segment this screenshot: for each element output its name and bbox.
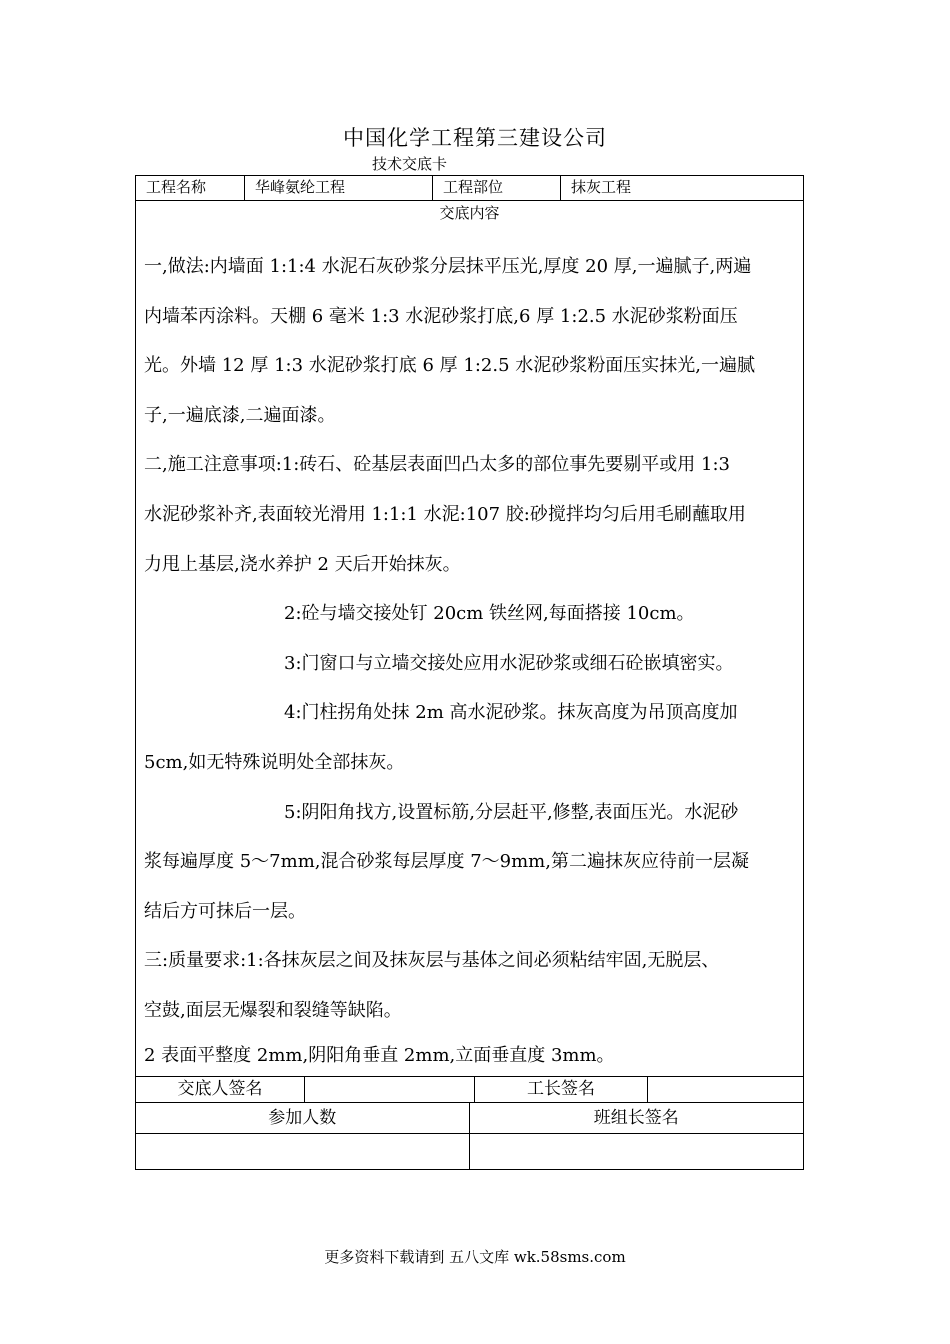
line: 二,施工注意事项:1:砖石、砼基层表面凹凸太多的部位事先要剔平或用 1:3: [144, 454, 730, 476]
team-leader-label: 班组长签名: [593, 1107, 679, 1128]
paragraph-note-2: 2:砼与墙交接处钉 20cm 铁丝网,每面搭接 10cm。: [284, 603, 695, 625]
disclosure-card: [135, 175, 804, 1170]
participants-label: 参加人数: [136, 1103, 470, 1133]
line: 力甩上基层,浇水养护 2 天后开始抹灰。: [144, 553, 461, 575]
paragraph-notes: [144, 440, 803, 589]
presenter-signature-field[interactable]: [305, 1077, 475, 1102]
line: 5cm,如无特殊说明处全部抹灰。: [144, 751, 405, 773]
line: 内墙苯丙涂料。天棚 6 毫米 1:3 水泥砂浆打底,6 厚 1:2.5 水泥砂浆粉面压: [144, 305, 738, 327]
line: 5:阴阳角找方,设置标筋,分层赶平,修整,表面压光。水泥砂: [284, 801, 739, 823]
line: 结后方可抹后一层。: [144, 900, 306, 922]
company-title: 中国化学工程第三建设公司: [343, 126, 607, 150]
footer-text: 更多资料下载请到 五八文库 wk.58sms.com: [324, 1248, 626, 1266]
foreman-signature-label: 工长签名: [475, 1077, 648, 1102]
paragraph-note-3: 3:门窗口与立墙交接处应用水泥砂浆或细石砼嵌填密实。: [284, 652, 734, 674]
paragraph-note-5: [144, 788, 803, 937]
content-body: [136, 227, 803, 1076]
paragraph-note-4: [144, 688, 803, 787]
line: 光。外墙 12 厚 1:3 水泥砂浆打底 6 厚 1:2.5 水泥砂浆粉面压实抹光,一遍腻: [144, 355, 755, 377]
line: 水泥砂浆补齐,表面较光滑用 1:1:1 水泥:107 胶:砂搅拌均匀后用毛刷蘸取用: [144, 503, 746, 525]
project-name-value: 华峰氨纶工程: [245, 176, 433, 200]
participants-entry-row: [136, 1133, 803, 1169]
signature-row: [136, 1076, 803, 1102]
presenter-signature-label: 交底人签名: [136, 1077, 305, 1102]
line: 空鼓,面层无爆裂和裂缝等缺陷。: [144, 999, 402, 1021]
card-subtitle: 技术交底卡: [372, 155, 448, 173]
paragraph-quality: [144, 936, 803, 1035]
section-value: 抹灰工程: [571, 178, 632, 196]
line: 一,做法:内墙面 1:1:4 水泥石灰砂浆分层抹平压光,厚度 20 厚,一遍腻子,两遍: [144, 256, 752, 277]
section-label: 工程部位: [433, 176, 561, 200]
line: 浆每遍厚度 5～7mm,混合砂浆每层厚度 7～9mm,第二遍抹灰应待前一层凝: [144, 851, 749, 873]
project-name-label: 工程名称: [136, 176, 245, 200]
paragraph-method: [144, 242, 803, 440]
foreman-signature-field[interactable]: [648, 1077, 803, 1102]
content-heading: 交底内容: [439, 204, 500, 222]
line: 三:质量要求:1:各抹灰层之间及抹灰层与基体之间必须粘结牢固,无脱层、: [144, 950, 720, 972]
info-row: [136, 176, 803, 201]
participants-header-row: [136, 1102, 803, 1133]
line: 4:门柱拐角处抹 2m 高水泥砂浆。抹灰高度为吊顶高度加: [284, 702, 738, 724]
line: 子,一遍底漆,二遍面漆。: [144, 404, 336, 426]
team-leader-field[interactable]: [470, 1134, 804, 1169]
participants-field[interactable]: [136, 1134, 470, 1169]
paragraph-quality-2: 2 表面平整度 2mm,阴阳角垂直 2mm,立面垂直度 3mm。: [144, 1044, 615, 1066]
